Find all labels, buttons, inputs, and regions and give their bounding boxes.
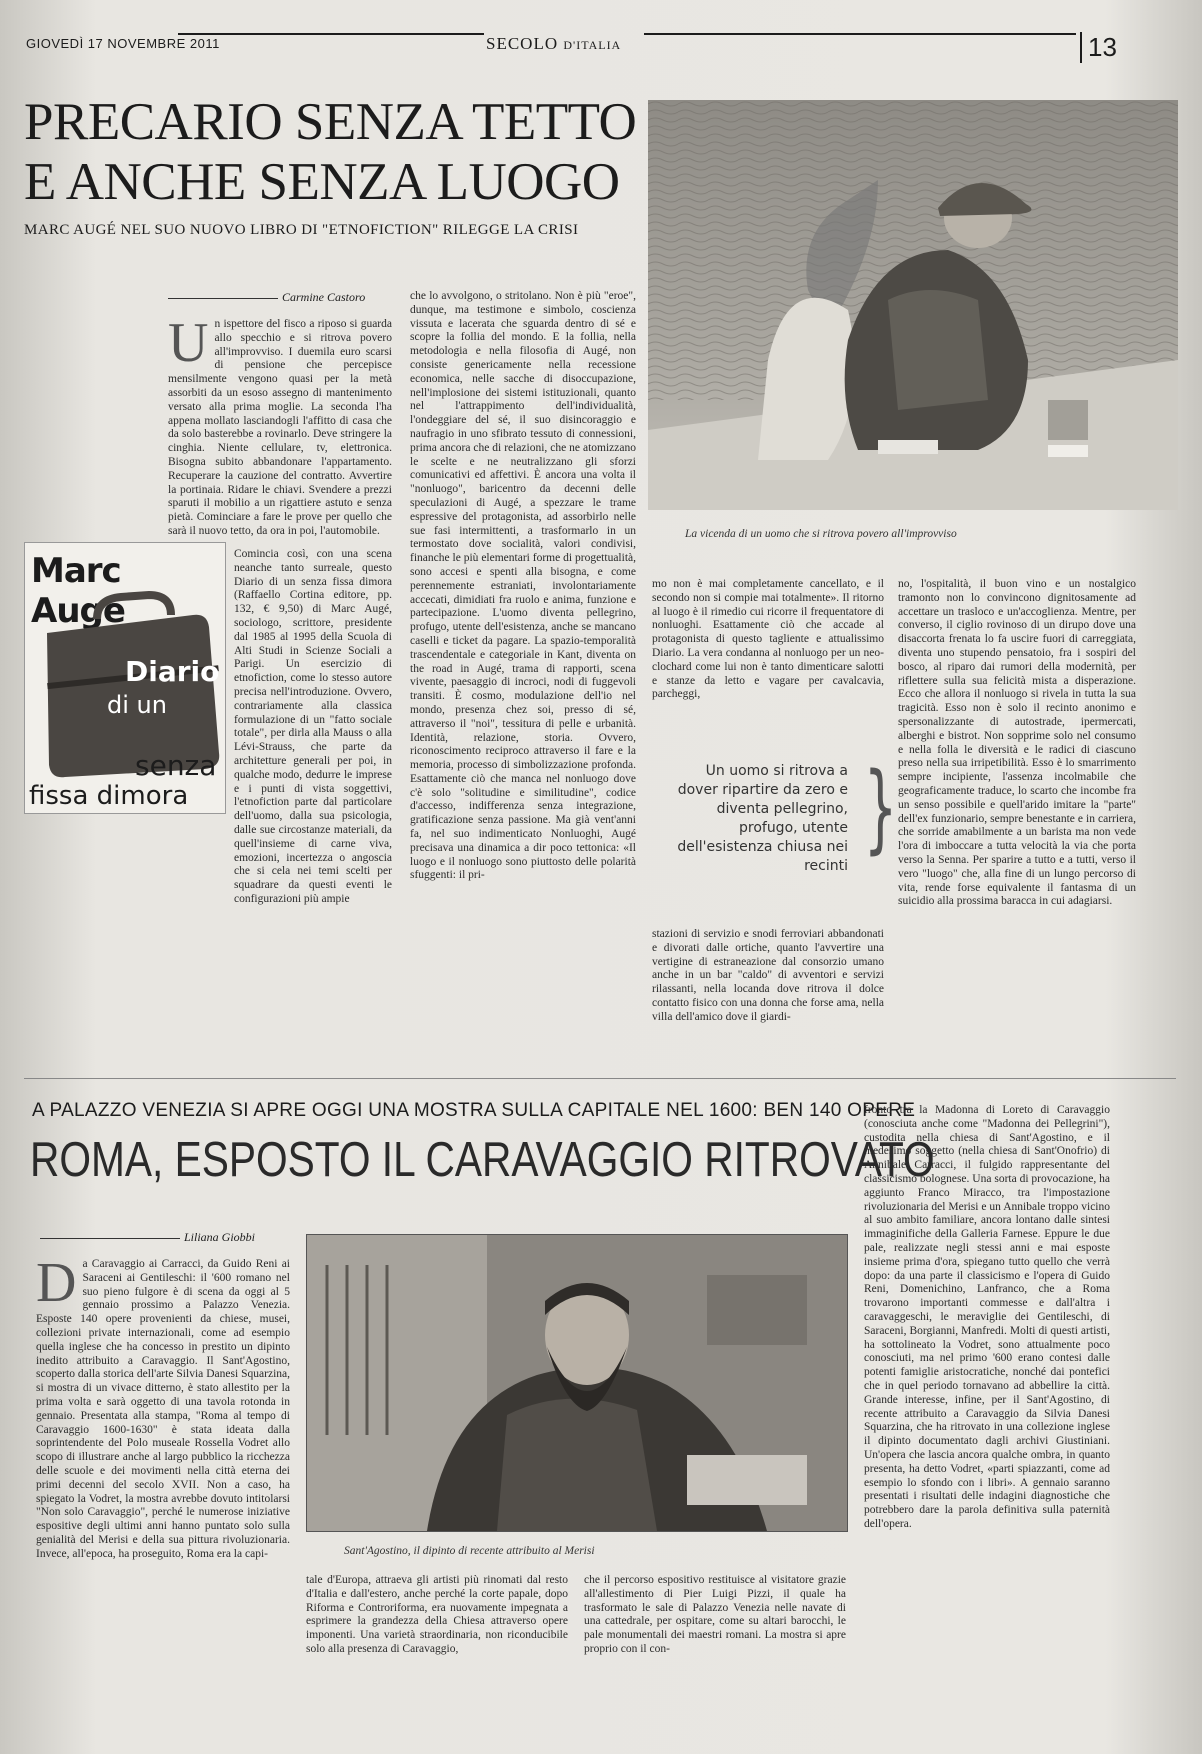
homeless-man-photo bbox=[648, 100, 1178, 510]
masthead-title: SECOLO bbox=[486, 34, 559, 53]
article1-column-4 bbox=[898, 578, 1136, 1054]
author-name: Carmine Castoro bbox=[282, 290, 366, 304]
article2-col3-text: che il percorso espositivo restituisce al visitatore grazie all'allestimento di Pier Luigi Pizzi, il quale ha trasformato le sale di Palazzo Venezia nelle navate di una cattedrale, per ospitare, come su altari barocchi, le pale monumentali dei maestri romani. La mostra si apre proprio con il con- bbox=[584, 1574, 846, 1655]
book-title-4: fissa dimora bbox=[29, 781, 189, 811]
page-number: 13 bbox=[1080, 32, 1117, 63]
header-rule-right bbox=[644, 33, 1076, 35]
article2-col1-text: a Caravaggio ai Carracci, da Guido Reni ai Saraceni ai Gentileschi: il '600 romano nel suo pieno fulgore è di scena da oggi al 5 gennaio prossimo a Palazzo Venezia. Esposte 140 opere provenienti da chiese, musei, collezioni private internazionali, come ad esempio quella inglese che ha concesso in prestito un dipinto inedito attribuito a Caravaggio. Il Sant'Agostino, scoperto dalla storica dell'arte Silvia Danesi Squarzina, si mostra di un vivace ditterno, è stato allestito per la prima volta e sarà oggetto di una tavola rotonda in gennaio. Presentata alla stampa, "Roma al tempo di Caravaggio 1600-1630" è stata ideata dalla soprintendente del Polo museale Rossella Vodret allo scopo di illustrare anche al largo pubblico la ricchezza delle scuole e dei movimenti nella città eterna dei primi decenni del secolo XVII. Non a caso, ha spiegato la Vodret, la mostra avrebbe dovuto intitolarsi "Non solo Caravaggio", perché le numerose iniziative espositive degli ultimi anni hanno puntato solo sulla genialità del Merisi e della sua pittura rivoluzionaria. Invece, all'epoca, ha proseguito, Roma era la capi- bbox=[36, 1258, 290, 1560]
article1-column-2 bbox=[410, 290, 636, 1050]
pull-quote: Un uomo si ritrova a dover ripartire da zero e diventa pellegrino, profugo, utente dell'esistenza chiusa nei recinti bbox=[677, 763, 848, 874]
headline-line-1: PRECARIO SENZA TETTO bbox=[24, 93, 637, 151]
article2-col2-text: tale d'Europa, attraeva gli artisti più rinomati dal resto d'Italia e dall'estero, anche perché la corte papale, dopo Riforma e Controriforma, era nuovamente impegnata a esprimere la grandezza della Chiesa attraverso opere imponenti. Una varietà straordinaria, non riconducibile solo alla presenza di Caravaggio, bbox=[306, 1574, 568, 1655]
author-name-2: Liliana Giobbi bbox=[184, 1230, 256, 1244]
headline-line-2: E ANCHE SENZA LUOGO bbox=[24, 153, 620, 211]
article1-col4-text: no, l'ospitalità, il buon vino e un nostalgico tramonto non lo convincono dignitosamente ad accettare un trasloco e un'accoglienza. Mentre, per converso, il ciglio rovinoso di un dirupo dove una disaccorta frenata lo fa uscire fuori di carreggiata, diventa uno stupendo pensatoio, fra i sospiri del bosco, al riparo dai rumori della modernità, per riflettere sulla sua felicità mista a disperazione. Ecco che allora il nonluogo si rivela in tutta la sua tragicità. Esso non è solo il recinto anonimo e spersonalizzante di autostrade, ipermercati, alberghi e bistrot. Non sopprime solo nel consumo e nella folla le diversità e le radici di ciascuno preso nella sua irripetibilità. Esso è lo smarrimento sempre incipiente, l'assenza incolmabile che geograficamente traduce, lo scarto che incombe fra un senso possibile e quell'arido imitare la "parte" dell'ex funzionario, sempre benestante e in carriera, che sorride amabilmente a un barista ma non vede l'ora di imboccare a tutta velocità la via che porta verso la Senna. Per sparire a tutto e a tutti, verso il vero "luogo" che, alla fine di un lungo percorso di vita, rende forse equivalente il fantasma di un suicidio alla prossima baracca in cui adagiarsi. bbox=[898, 578, 1136, 908]
article2-column-2 bbox=[306, 1574, 568, 1724]
article1-column-3b bbox=[652, 928, 884, 1052]
masthead-suffix: D'ITALIA bbox=[563, 38, 622, 52]
photo1-caption: La vicenda di un uomo che si ritrova povero all'improvviso bbox=[685, 528, 957, 540]
article2-column-3 bbox=[584, 1574, 846, 1724]
article1-deck: MARC AUGÉ NEL SUO NUOVO LIBRO DI "ETNOFICTION" RILEGGE LA CRISI bbox=[24, 222, 579, 238]
issue-date: GIOVEDÌ 17 NOVEMBRE 2011 bbox=[26, 36, 220, 51]
book-title-2: di un bbox=[107, 691, 167, 719]
article1-col3b-text: stazioni di servizio e snodi ferroviari abbandonati e divorati dalle ortiche, quanto l'avvertire una vertigine di estraneazione dal consorzio umano anche in un bar "caldo" di avventori e servizi rilassanti, nella locanda dove ritrova il dolce contatto fisico con una donna che forse ama, nella villa dell'amico dove il giardi- bbox=[652, 928, 884, 1023]
article2-column-4 bbox=[864, 1104, 1110, 1730]
dropcap-u: U bbox=[168, 312, 209, 374]
book-title-3: senza bbox=[135, 749, 217, 782]
byline-rule bbox=[168, 298, 278, 299]
article2-byline bbox=[40, 1230, 255, 1245]
byline-rule-2 bbox=[40, 1238, 180, 1239]
article1-col2-text: che lo avvolgono, o stritolano. Non è più "eroe", dunque, ma testimone e simbolo, coscienza vissuta e lacerata che sguarda dentro di sé e scopre la follia del mondo. E la follia, nella metodologia e nella filosofia di Augé, non consiste genericamente nella recessione economica, nelle sacche di disoccupazione, nell'implosione dei sistemi istituzionali, quanto nel l'attrappimento dell'individualità, l'ondeggiare del sé, il suo disincoraggio e naufragio in uno sfibrato tessuto di connessioni, prima ancora che di relazioni, che ne atomizzano le scelte e ne neutralizzano gli sforzi comunicativi ed affettivi. È ancora una volta il "nonluogo", baricentro da decenni delle speculazioni di Augé, a spezzare le trame espressive del protagonista, ad assorbirlo nelle sue fasi intermittenti, a trasformarlo in un termostato dove socialità, valori condivisi, finanche le più elementari forme di progettualità, sono accesi e spenti alla bisogna, e come perennemente estraniati, involontariamente accecati, dimidiati fra ruolo e anima, funzione e partecipazione. L'uomo diventa pellegrino, profugo, utente dell'esistenza, anche se mancano caselli e ticket da pagare. La spazio-temporalità trascendentale e categoriale in Kant, diventa on the road in Augé, trama di rapporti, scena vivente, paesaggio di incroci, nodi di fuggevoli transiti. È cosmo, modulazione dell'io nel mondo, presenza chez soi, presso di sé, attraverso il "noi", tessitura di pelle e urbanità. Identità, relazione, storia. Ovvero, riconoscimento reciproco attraverso il fare e la memoria, processo di simbolizzazione profonda. Esattamente ciò che manca nel nonluogo dove c'è solo "solitudine e similitudine", codice d'accesso, indifferenza senza integrazione, gratificazione senza passione. Ma già vent'anni fa, nel suo indimenticato Nonluoghi, Augé precisava una dinamica a dir poco tettonica: «Il luogo e il nonluogo sono piuttosto delle polarità sfuggenti: il pri- bbox=[410, 290, 636, 882]
saint-augustine-painting bbox=[306, 1234, 848, 1532]
article2-kicker: A PALAZZO VENEZIA SI APRE OGGI UNA MOSTRA SULLA CAPITALE NEL 1600: BEN 140 OPERE bbox=[32, 1100, 916, 1121]
article1-headline bbox=[24, 92, 644, 212]
masthead bbox=[486, 34, 621, 54]
book-cover bbox=[24, 542, 226, 814]
book-title-1: Diario bbox=[125, 655, 220, 688]
article1-column-1b bbox=[234, 548, 392, 905]
dropcap-d: D bbox=[36, 1252, 77, 1314]
book-author: Marc Augé bbox=[31, 551, 125, 631]
pull-quote-brace: } bbox=[863, 752, 898, 864]
article2-headline: ROMA, ESPOSTO IL CARAVAGGIO RITROVATO bbox=[30, 1133, 935, 1187]
article1-byline bbox=[168, 290, 365, 305]
article2-col4-text: fronto tra la Madonna di Loreto di Caravaggio (conosciuta anche come "Madonna dei Pellegrini"), custodita nella chiesa di Sant'Agostino, e il medesimo soggetto (nella chiesa di Sant'Onofrio) di Annibale Carracci, il fulgido rappresentante del classicismo bolognese. Una sorta di provocazione, ha aggiunto Franco Miracco, tra l'impostazione rivoluzionaria del Merisi e un Annibale troppo vicino al suo ambito familiare, ancora lontano dalle sintesi immaginifiche della Galleria Farnese. Eppure le due pale, realizzate negli stessi anni e mai esposte insieme prima d'ora, spiegano tutto quello che verrà dopo: da una parte il classicismo e l'opera di Guido Reni, Domenichino, Lanfranco, che a Roma trovarono importanti commesse e dall'altra i caravaggeschi, le meraviglie dei Gentileschi, di Saraceni, Borgianni, Manfredi. Molti di questi artisti, ha sottolineato la Vodret, sono attualmente poco conosciuti, ma nel primo '600 erano contesi dalle potenti famiglie aristocratiche, nonché dai pontefici che in quel periodo tornavano ad abbellire la città. Grande interesse, infine, per il Sant'Agostino, di recente attribuito a Caravaggio da Silvia Danesi Squarzina, che ha ritrovato in una collezione inglese il dipinto documentato dagli archivi Giustiniani. Un'opera che lascia ancora qualche ombra, in quanto presenta, ha detto Vodret, «parti spiazzanti, come ad esempio lo sfondo con i libri». A gennaio saranno presentati i risultati delle indagini diagnostiche che potrebbero dare la parola definitiva sulla paternità dell'opera. bbox=[864, 1104, 1110, 1530]
header-rule-left bbox=[178, 33, 484, 35]
article1-column-1 bbox=[168, 312, 392, 542]
article1-col1-text: n ispettore del fisco a riposo si guarda allo specchio e si ritrova povero all'improvviso. I duemila euro scarsi di pensione che percepisce mensilmente vengono quasi per la metà assorbiti da un esoso assegno di mantenimento versato alla prima moglie. La seconda l'ha appena mollato lasciandogli l'affitto di casa che da solo basterebbe a rovinarlo. Deve stringere la cinghia. Niente cellulare, tv, elettronica. Bisogna subito abbandonare l'appartamento. Recuperare la cauzione del contratto. Avvertire la portinaia. Ridare le chiavi. Svendere a prezzi sparuti il mobilio a un rigattiere astuto e senza pietà. Cominciare a fare le prove per quello che sarà il nuovo tetto, da ora in poi, l'automobile. bbox=[168, 318, 392, 537]
article2-column-1 bbox=[36, 1252, 290, 1718]
article1-col3-text: mo non è mai completamente cancellato, e il secondo non si compie mai totalmente». Il ritorno al luogo è il rimedio cui ricorre il frequentatore di nonluoghi. Esattamente ciò che accade al protagonista di questo tagliente e attualissimo Diario. La vera condanna al nonluogo per un neo-clochard come lui non è tanto dimenticare salotti e stanze da letto e vagare per cavalcavia, parcheggi, bbox=[652, 578, 884, 701]
article1-column-3 bbox=[652, 578, 884, 738]
article1-col1b-text: Comincia così, con una scena neanche tanto surreale, questo Diario di un senza fissa dimora (Raffaello Cortina editore, pp. 132, € 9,50) di Marc Augé, sociologo, scrittore, presidente dal 1985 al 1995 della Scuola di Alti Studi in Scienze Sociali a Parigi. Un esercizio di etnofiction, come lo stesso autore precisa nell'introduzione. Ovvero, contrariamente alla classica formulazione di un "fatto sociale totale", per dirla alla Mauss o alla Lévi-Strauss, che parte da architetture generali per poi, in qualche modo, dedurre le imprese e i punti di vista soggettivi, l'etnofiction parte dal particolare dell'uomo, dalla sua psicologia, dalle sue circostanze materiali, da quell'insieme di carne viva, emozioni, incertezza o angoscia che si cela nei temi scelti per squadrare da questi eventi le configurazioni più ampie bbox=[234, 548, 392, 905]
painting-caption: Sant'Agostino, il dipinto di recente attribuito al Merisi bbox=[344, 1545, 595, 1557]
section-divider bbox=[24, 1078, 1176, 1079]
